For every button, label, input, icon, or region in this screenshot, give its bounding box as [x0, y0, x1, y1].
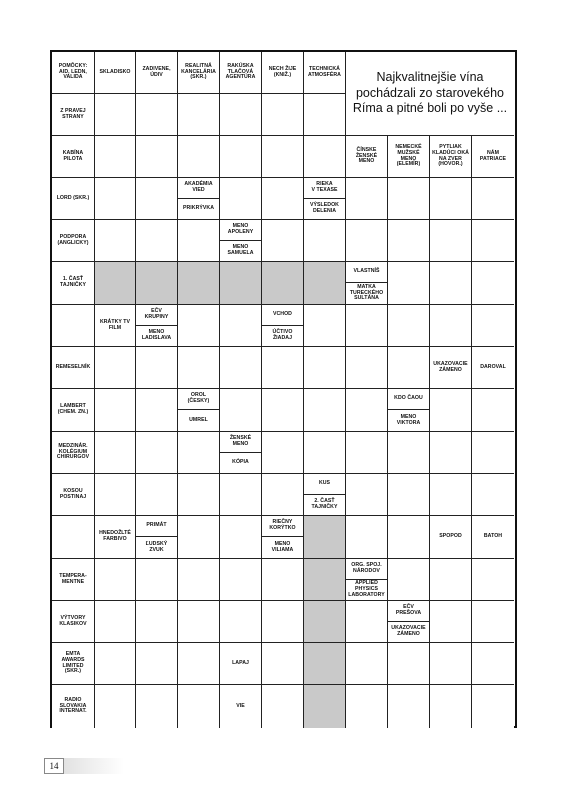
clue-text-upper: EČV KRUPINY: [136, 305, 177, 326]
answer-cell[interactable]: [430, 474, 472, 516]
clue-text: 1. ČASŤ TAJNIČKY: [60, 276, 86, 288]
answer-cell[interactable]: [95, 220, 136, 262]
clue-text: KOSOU POSTINAJ: [59, 487, 87, 500]
answer-cell[interactable]: [178, 474, 220, 516]
clue-text-lower: APPLIED PHYSICS LABORATORY: [348, 579, 385, 598]
answer-cell[interactable]: [262, 685, 304, 728]
clue-cell: [95, 305, 136, 347]
clue-cell: [52, 559, 95, 601]
clue-text-lower: MENO VILIAMA: [271, 540, 294, 553]
answer-cell[interactable]: [388, 559, 430, 601]
clue-cell: [262, 52, 304, 94]
clue-text: LAPAJ: [232, 659, 249, 666]
answer-cell[interactable]: [95, 178, 136, 220]
clue-cell: [220, 685, 262, 728]
answer-cell[interactable]: [95, 601, 136, 643]
answer-cell[interactable]: [95, 474, 136, 516]
clue-text-lower: UMREL: [189, 416, 208, 423]
clue-text: ČÍNSKE ŽENSKÉ MENO: [355, 146, 378, 165]
answer-cell[interactable]: [304, 94, 346, 136]
answer-cell[interactable]: [346, 220, 388, 262]
answer-cell[interactable]: [220, 136, 262, 178]
clue-cell: [52, 52, 95, 94]
clue-text-lower: 2. ČASŤ TAJNIČKY: [311, 497, 338, 510]
clue-cell: [136, 52, 178, 94]
split-clue-cell: [262, 516, 304, 559]
clue-cell: [430, 516, 472, 559]
clue-cell: [52, 601, 95, 643]
split-clue-cell: [220, 220, 262, 262]
split-clue-cell: [220, 432, 262, 474]
answer-cell[interactable]: [136, 474, 178, 516]
answer-cell[interactable]: [178, 643, 220, 685]
answer-cell[interactable]: [346, 432, 388, 474]
answer-cell[interactable]: [178, 220, 220, 262]
answer-cell[interactable]: [472, 220, 514, 262]
shaded-answer-cell: [262, 262, 304, 305]
clue-text-upper: VCHOD: [262, 305, 303, 326]
clue-text-upper: OROL (ČESKY): [178, 389, 219, 410]
answer-cell[interactable]: [430, 432, 472, 474]
clue-cell: [95, 516, 136, 559]
answer-cell[interactable]: [304, 389, 346, 432]
answer-cell[interactable]: [262, 220, 304, 262]
shaded-answer-cell: [304, 685, 346, 728]
shaded-answer-cell: [220, 262, 262, 305]
clue-text: TECHNICKÁ ATMOSFÉRA: [308, 65, 341, 78]
answer-cell[interactable]: [95, 685, 136, 728]
answer-cell[interactable]: [95, 347, 136, 389]
shaded-answer-cell: [304, 559, 346, 601]
clue-text-upper: KUS: [304, 474, 345, 495]
clue-text: KABÍNA PILOTA: [62, 149, 84, 162]
clue-text-lower: PRIKRÝVKA: [182, 204, 214, 211]
clue-text-upper: PRIMÁT: [136, 516, 177, 537]
answer-cell[interactable]: [178, 432, 220, 474]
answer-cell[interactable]: [472, 559, 514, 601]
answer-cell[interactable]: [388, 262, 430, 305]
clue-cell: [52, 262, 95, 305]
answer-cell[interactable]: [262, 559, 304, 601]
answer-cell[interactable]: [430, 643, 472, 685]
clue-cell: [472, 516, 514, 559]
clue-text: SKLADISKO: [99, 68, 131, 75]
clue-text-lower: MENO LADISLAVA: [141, 328, 172, 341]
crossword-grid: [50, 50, 517, 728]
answer-cell[interactable]: [220, 94, 262, 136]
clue-cell: [95, 52, 136, 94]
answer-cell[interactable]: [178, 347, 220, 389]
answer-cell[interactable]: [430, 685, 472, 728]
answer-cell[interactable]: [220, 559, 262, 601]
shaded-answer-cell: [95, 262, 136, 305]
split-clue-cell: [346, 559, 388, 601]
split-clue-cell: [262, 305, 304, 347]
clue-cell: [52, 432, 95, 474]
answer-cell[interactable]: [220, 347, 262, 389]
clue-text-upper: ŽENSKÉ MENO: [220, 432, 261, 453]
answer-cell[interactable]: [95, 643, 136, 685]
clue-text: RADIO SLOVAKIA INTERNAT.: [59, 696, 87, 715]
clue-cell: [52, 474, 95, 516]
answer-cell[interactable]: [178, 305, 220, 347]
answer-cell[interactable]: [388, 516, 430, 559]
answer-cell[interactable]: [472, 474, 514, 516]
clue-text: UKAZOVACIE ZÁMENO: [433, 360, 468, 373]
answer-cell[interactable]: [346, 643, 388, 685]
answer-cell[interactable]: [304, 220, 346, 262]
clue-text: ZADIVENE, ÚDIV: [142, 65, 171, 78]
clue-text-lower: VÝSLEDOK DELENIA: [310, 201, 339, 214]
clue-text-lower: MATKA TURECKÉHO SULTÁNA: [349, 283, 384, 302]
clue-text-upper: EČV PREŠOVA: [388, 601, 429, 622]
clue-text-upper: RIEČNY KORÝTKO: [262, 516, 303, 537]
clue-text: TEMPERA- MENTNE: [59, 572, 87, 585]
answer-cell[interactable]: [136, 559, 178, 601]
clue-cell: [52, 136, 95, 178]
clue-text: SPOPOD: [439, 533, 462, 540]
clue-text-lower: KÓPIA: [232, 458, 249, 465]
split-clue-cell: [388, 601, 430, 643]
answer-cell[interactable]: [388, 220, 430, 262]
clue-text-upper: AKADÉMIA VIED: [178, 178, 219, 199]
answer-cell[interactable]: [430, 220, 472, 262]
answer-cell[interactable]: [346, 347, 388, 389]
clue-text-lower: MENO SAMUELA: [227, 243, 254, 256]
clue-text-lower: ĽUDSKÝ ZVUK: [145, 540, 168, 553]
answer-cell[interactable]: [178, 516, 220, 559]
clue-text: REMESELNÍK: [55, 363, 91, 370]
answer-cell[interactable]: [346, 474, 388, 516]
shaded-answer-cell: [304, 262, 346, 305]
answer-cell[interactable]: [136, 389, 178, 432]
clue-text: PODPORA (ANGLICKY): [57, 233, 89, 246]
clue-text: MEDZINÁR. KOLÉGIUM CHIRURGOV: [56, 442, 90, 461]
answer-cell[interactable]: [95, 432, 136, 474]
clue-text: HNEDOŽLTÉ FARBIVO: [99, 530, 131, 542]
clue-text: KRÁTKY TV FILM: [99, 318, 131, 331]
split-clue-cell: [178, 389, 220, 432]
header-quote: Najkvalitnejšie vína pochádzali zo starovekého Ríma a pitné boli po vyše ...: [346, 52, 514, 136]
clue-text: VIE: [236, 702, 245, 709]
split-clue-cell: [304, 178, 346, 220]
answer-cell[interactable]: [52, 516, 95, 559]
clue-text: RAKÚSKA TLAČOVÁ AGENTÚRA: [225, 62, 256, 81]
answer-cell[interactable]: [304, 136, 346, 178]
clue-text: REALITNÁ KANCELÁRIA (SKR.): [181, 62, 216, 81]
answer-cell[interactable]: [346, 389, 388, 432]
answer-cell[interactable]: [346, 305, 388, 347]
answer-cell[interactable]: [304, 347, 346, 389]
answer-cell[interactable]: [136, 643, 178, 685]
answer-cell[interactable]: [388, 685, 430, 728]
shaded-answer-cell: [178, 262, 220, 305]
answer-cell[interactable]: [95, 389, 136, 432]
clue-cell: [472, 136, 514, 178]
clue-cell: [346, 136, 388, 178]
clue-text-upper: RIEKA V TEXASE: [304, 178, 345, 199]
clue-text: LORD (SKR.): [56, 194, 90, 201]
answer-cell[interactable]: [472, 262, 514, 305]
shaded-answer-cell: [304, 516, 346, 559]
clue-cell: [52, 94, 95, 136]
answer-cell[interactable]: [346, 516, 388, 559]
clue-cell: [472, 347, 514, 389]
clue-text: BATOH: [483, 533, 503, 540]
clue-cell: [220, 52, 262, 94]
clue-text-upper: MENO APOLENY: [220, 220, 261, 241]
clue-cell: [52, 220, 95, 262]
answer-cell[interactable]: [220, 516, 262, 559]
answer-cell[interactable]: [95, 94, 136, 136]
clue-cell: [52, 643, 95, 685]
clue-text: PYTLIAK KLADÚCI OKÁ NA ZVER (HOVOR.): [432, 143, 469, 168]
answer-cell[interactable]: [220, 178, 262, 220]
answer-cell[interactable]: [346, 601, 388, 643]
answer-cell[interactable]: [430, 262, 472, 305]
clue-text-upper: VLASTNÍŠ: [346, 262, 387, 283]
clue-cell: [430, 136, 472, 178]
answer-cell[interactable]: [388, 178, 430, 220]
answer-cell[interactable]: [430, 389, 472, 432]
answer-cell[interactable]: [472, 601, 514, 643]
answer-cell[interactable]: [220, 601, 262, 643]
answer-cell[interactable]: [262, 389, 304, 432]
answer-cell[interactable]: [178, 136, 220, 178]
answer-cell[interactable]: [472, 432, 514, 474]
answer-cell[interactable]: [304, 305, 346, 347]
answer-cell[interactable]: [52, 305, 95, 347]
answer-cell[interactable]: [262, 347, 304, 389]
clue-text-lower: MENO VIKTORA: [396, 413, 421, 426]
answer-cell[interactable]: [136, 178, 178, 220]
answer-cell[interactable]: [388, 347, 430, 389]
answer-cell[interactable]: [472, 178, 514, 220]
answer-cell[interactable]: [262, 136, 304, 178]
answer-cell[interactable]: [388, 643, 430, 685]
clue-cell: [430, 347, 472, 389]
clue-cell: [178, 52, 220, 94]
clue-cell: [388, 136, 430, 178]
answer-cell[interactable]: [472, 685, 514, 728]
clue-text: DAROVAL: [480, 363, 506, 370]
answer-cell[interactable]: [136, 601, 178, 643]
answer-cell[interactable]: [346, 685, 388, 728]
answer-cell[interactable]: [220, 389, 262, 432]
split-clue-cell: [388, 389, 430, 432]
clue-cell: [52, 389, 95, 432]
clue-text: NÁM PATRIACE: [479, 149, 507, 162]
answer-cell[interactable]: [136, 94, 178, 136]
clue-cell: [52, 685, 95, 728]
clue-text: POMÔCKY: AID, LEDN, VALIDA: [58, 62, 88, 81]
answer-cell[interactable]: [430, 305, 472, 347]
answer-cell[interactable]: [178, 685, 220, 728]
clue-text: Z PRAVEJ STRANY: [60, 107, 86, 120]
shaded-answer-cell: [136, 262, 178, 305]
clue-text: VÝTVORY KLASIKOV: [59, 614, 87, 627]
answer-cell[interactable]: [95, 559, 136, 601]
answer-cell[interactable]: [136, 136, 178, 178]
split-clue-cell: [136, 516, 178, 559]
clue-cell: [52, 347, 95, 389]
clue-cell: [52, 178, 95, 220]
answer-cell[interactable]: [388, 432, 430, 474]
answer-cell[interactable]: [262, 178, 304, 220]
clue-text: NECH ŽIJE (KNIŽ.): [268, 65, 297, 78]
answer-cell[interactable]: [472, 305, 514, 347]
answer-cell[interactable]: [346, 178, 388, 220]
answer-cell[interactable]: [430, 559, 472, 601]
answer-cell[interactable]: [388, 305, 430, 347]
answer-cell[interactable]: [136, 220, 178, 262]
clue-text-lower: UKAZOVACIE ZÁMENO: [391, 624, 426, 637]
answer-cell[interactable]: [178, 94, 220, 136]
shaded-answer-cell: [304, 601, 346, 643]
answer-cell[interactable]: [220, 474, 262, 516]
clue-cell: [220, 643, 262, 685]
answer-cell[interactable]: [262, 643, 304, 685]
answer-cell[interactable]: [136, 347, 178, 389]
clue-text-upper: KDO ČAOU: [388, 389, 429, 410]
clue-text: LAMBERT (CHEM. ZN.): [57, 403, 89, 415]
clue-text-lower: ÚČTIVO ŽIADAJ: [272, 328, 293, 341]
split-clue-cell: [136, 305, 178, 347]
answer-cell[interactable]: [178, 559, 220, 601]
split-clue-cell: [304, 474, 346, 516]
clue-text: EMTA AWARDS LIMITED (SKR.): [61, 650, 85, 675]
answer-cell[interactable]: [472, 389, 514, 432]
answer-cell[interactable]: [262, 94, 304, 136]
answer-cell[interactable]: [95, 136, 136, 178]
answer-cell[interactable]: [178, 601, 220, 643]
answer-cell[interactable]: [262, 432, 304, 474]
answer-cell[interactable]: [262, 601, 304, 643]
shaded-answer-cell: [304, 643, 346, 685]
answer-cell[interactable]: [388, 474, 430, 516]
answer-cell[interactable]: [472, 643, 514, 685]
answer-cell[interactable]: [262, 474, 304, 516]
answer-cell[interactable]: [136, 685, 178, 728]
clue-text-upper: ORG. SPOJ. NÁRODOV: [346, 559, 387, 580]
clue-text: NEMECKÉ MUŽSKÉ MENO (ELEMÍR): [395, 143, 422, 168]
answer-cell[interactable]: [136, 432, 178, 474]
clue-cell: [304, 52, 346, 94]
split-clue-cell: [178, 178, 220, 220]
answer-cell[interactable]: [430, 178, 472, 220]
page-number: 14: [44, 758, 64, 774]
answer-cell[interactable]: [430, 601, 472, 643]
answer-cell[interactable]: [304, 432, 346, 474]
split-clue-cell: [346, 262, 388, 305]
answer-cell[interactable]: [220, 305, 262, 347]
